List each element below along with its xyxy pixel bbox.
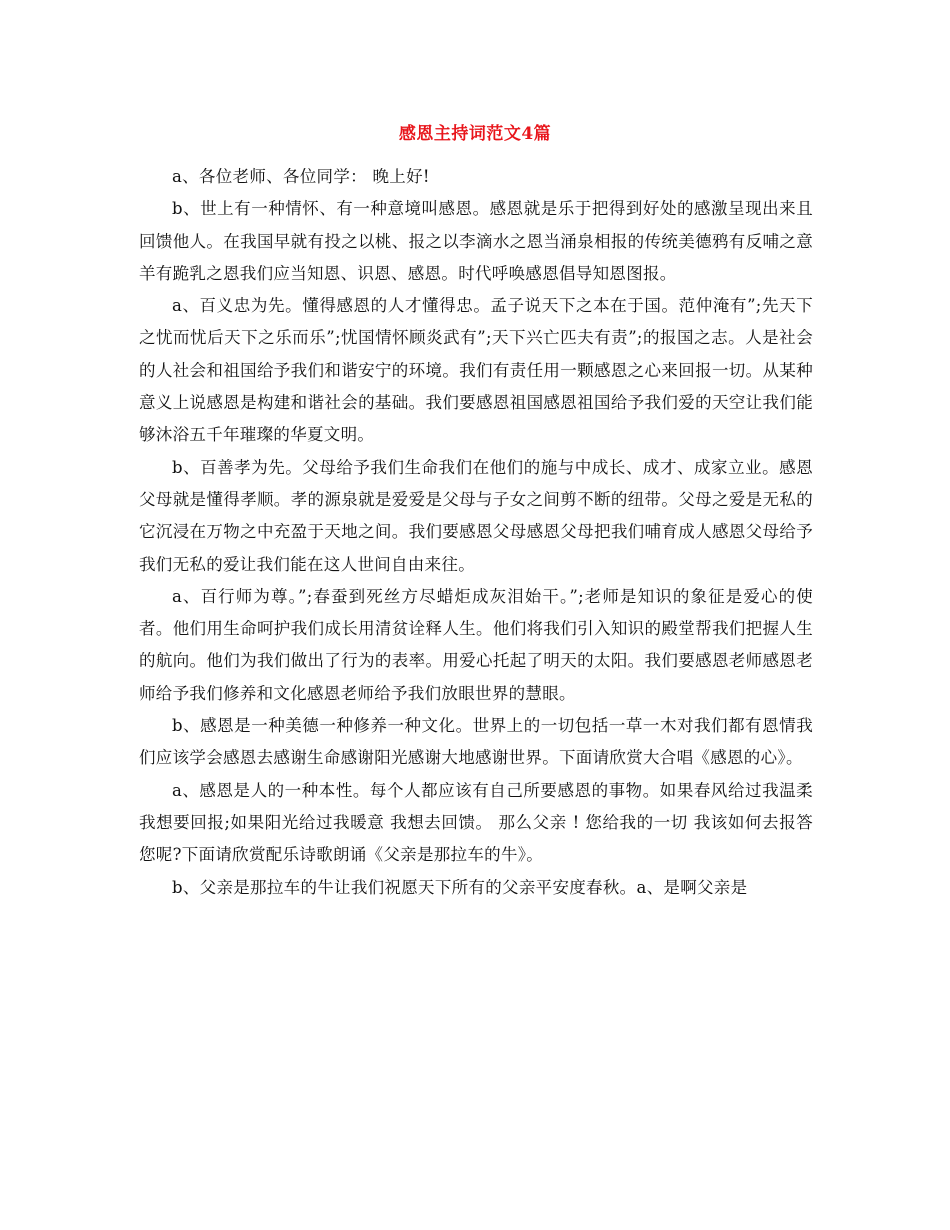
paragraph: b、百善孝为先。父母给予我们生命我们在他们的施与中成长、成才、成家立业。感恩父母就是懂得孝顺。孝的源泉就是爱爱是父母与子女之间剪不断的纽带。父母之爱是无私的它沉浸在万物之中充盈于天地之间。我们要感恩父母感恩父母把我们哺育成人感恩父母给予我们无私的爱让我们能在这人世间自由来往。	[139, 457, 813, 574]
paragraph: a、百义忠为先。懂得感恩的人才懂得忠。孟子说天下之本在于国。范仲淹有”;先天下之忧而忧后天下之乐而乐”;忧国情怀顾炎武有”;天下兴亡匹夫有责”;的报国之志。人是社会的人社会和祖国给予我们和谐安宁的环境。我们有责任用一颗感恩之心来回报一切。从某种意义上说感恩是构建和谐社会的基础。我们要感恩祖国感恩祖国给予我们爱的天空让我们能够沐浴五千年璀璨的华夏文明。	[139, 296, 813, 445]
paragraph: b、感恩是一种美德一种修养一种文化。世界上的一切包括一草一木对我们都有恩情我们应该学会感恩去感谢生命感谢阳光感谢大地感谢世界。下面请欣赏大合唱《感恩的心》。	[139, 716, 813, 768]
paragraph: b、世上有一种情怀、有一种意境叫感恩。感恩就是乐于把得到好处的感激呈现出来且回馈他人。在我国早就有投之以桃、报之以李滴水之恩当涌泉相报的传统美德鸦有反哺之意羊有跪乳之恩我们应当知恩、识恩、感恩。时代呼唤感恩倡导知恩图报。	[139, 199, 813, 283]
paragraph: a、各位老师、各位同学： 晚上好!	[172, 167, 430, 186]
paragraph: a、感恩是人的一种本性。每个人都应该有自己所要感恩的事物。如果春风给过我温柔我想要回报;如果阳光给过我暖意 我想去回馈。 那么父亲 ! 您给我的一切 我该如何去报答您呢?下面请欣赏配乐诗歌朗诵《父亲是那拉车的牛》。	[139, 780, 813, 865]
paragraph: a、百行师为尊。”;春蚕到死丝方尽蜡炬成灰泪始干。”;老师是知识的象征是爱心的使者。他们用生命呵护我们成长用清贫诠释人生。他们将我们引入知识的殿堂帮我们把握人生的航向。他们为我们做出了行为的表率。用爱心托起了明天的太阳。我们要感恩老师感恩老师给予我们修养和文化感恩老师给予我们放眼世界的慧眼。	[139, 586, 813, 703]
paragraph: b、父亲是那拉车的牛让我们祝愿天下所有的父亲平安度春秋。a、是啊父亲是	[172, 877, 748, 897]
document-body	[139, 161, 813, 904]
document-title: 感恩主持词范文4篇	[398, 124, 552, 144]
